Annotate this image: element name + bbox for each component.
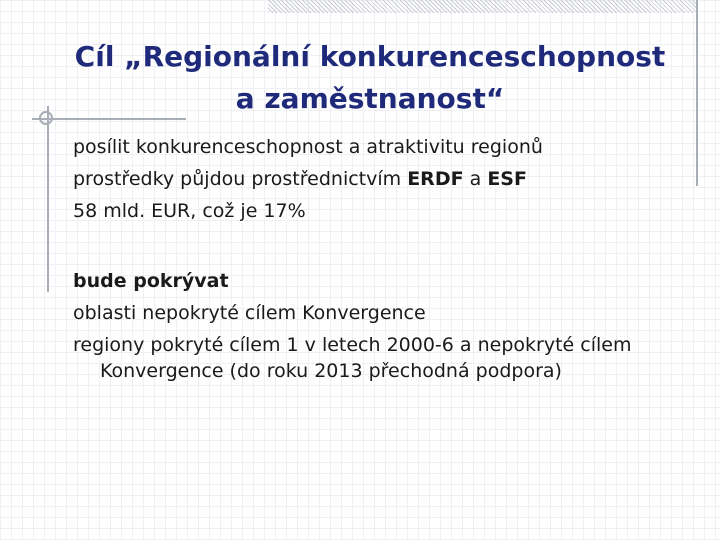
- left-vertical-rule: [47, 106, 49, 292]
- point-3: 58 mld. EUR, což je 17%: [73, 200, 306, 222]
- point-6: regiony pokryté cílem 1 v letech 2000-6 a nepokryté cílem Konvergence (do roku 2013 přechodná podpora): [73, 334, 632, 382]
- point-2-text: prostředky půjdou prostřednictvím: [73, 168, 408, 190]
- top-hatch-bar: [268, 0, 696, 13]
- point-1: posílit konkurenceschopnost a atraktivitu regionů: [73, 136, 543, 158]
- point-5: oblasti nepokryté cílem Konvergence: [73, 302, 426, 324]
- esf-label: ESF: [487, 168, 527, 190]
- point-4-bold: bude pokrývat: [73, 270, 229, 292]
- spacer: [73, 227, 673, 265]
- erdf-label: ERDF: [407, 168, 464, 190]
- point-2: [73, 163, 673, 195]
- circle-ornament: [39, 111, 53, 125]
- point-4-heading: [73, 265, 673, 297]
- title-line-2: a zaměstnanost“: [235, 82, 505, 115]
- slide-title: [40, 36, 700, 120]
- slide-body: [73, 131, 673, 384]
- horizontal-rule: [32, 118, 186, 120]
- title-line-1: Cíl „Regionální konkurenceschopnost: [74, 40, 666, 73]
- point-2-conj: a: [463, 168, 488, 190]
